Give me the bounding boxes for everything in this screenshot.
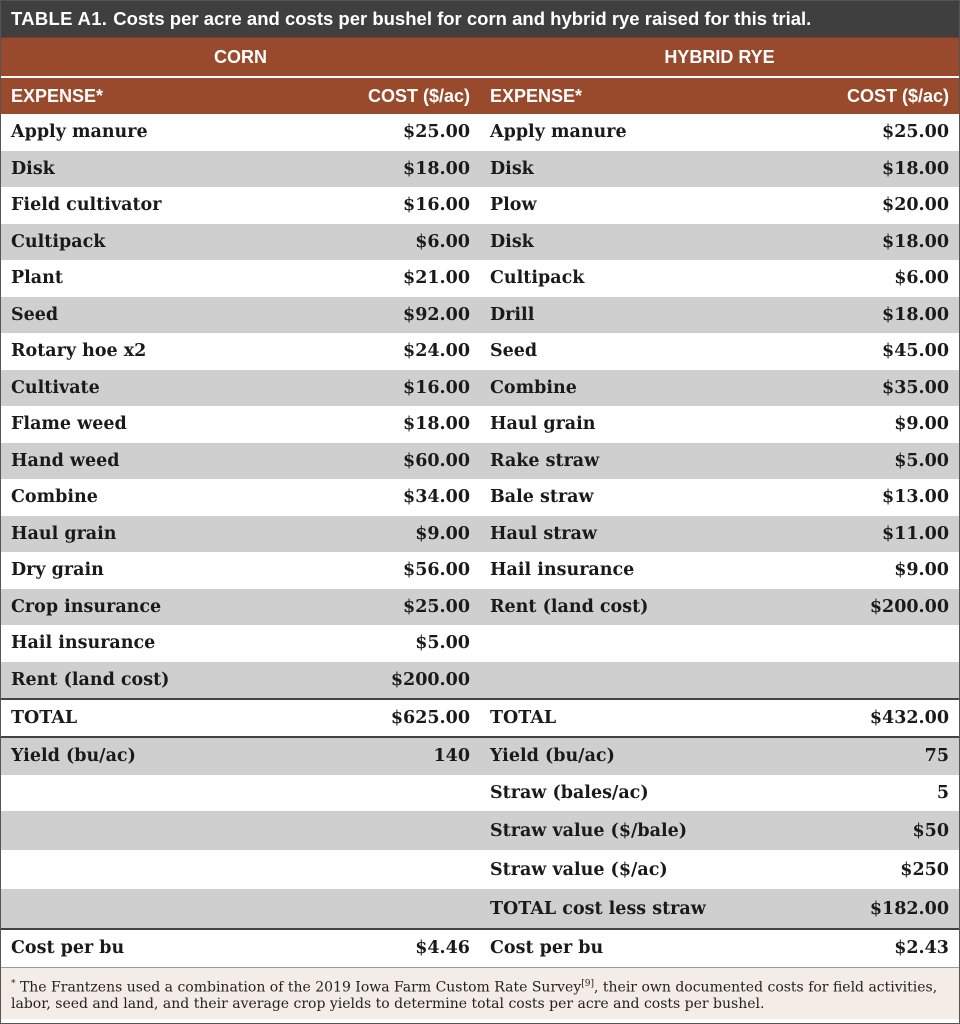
corn-cost-cell: $4.46: [415, 938, 470, 959]
corn-cost-cell: 140: [433, 746, 470, 767]
table-row: [1, 297, 959, 334]
corn-cost-cell: $200.00: [390, 669, 470, 690]
rye-expense-cell: Disk: [490, 158, 534, 179]
rye-cost-cell: $35.00: [882, 377, 949, 398]
rye-expense-cell: Disk: [490, 231, 534, 252]
table-row: [1, 443, 959, 480]
cost-per-bushel-row: [1, 928, 959, 967]
rye-cost-cell: $20.00: [882, 195, 949, 216]
corn-expense-cell: Yield (bu/ac): [11, 746, 136, 767]
table-row: [1, 552, 959, 589]
corn-expense-cell: Hail insurance: [11, 633, 156, 654]
rye-expense-header: EXPENSE*: [490, 85, 583, 106]
rye-cost-cell: $9.00: [894, 414, 949, 435]
rye-expense-cell: Seed: [490, 341, 538, 362]
rye-expense-cell: Straw value ($/bale): [490, 820, 688, 841]
summary-row: [1, 889, 959, 928]
corn-cost-cell: $56.00: [403, 560, 470, 581]
table-row: [1, 662, 959, 699]
corn-cost-cell: $18.00: [403, 158, 470, 179]
rye-expense-cell: TOTAL: [490, 708, 557, 728]
rye-expense-cell: Combine: [490, 377, 577, 398]
rye-expense-cell: [480, 625, 810, 662]
rye-expense-cell: Yield (bu/ac): [490, 746, 615, 767]
footnote-text-start: The Frantzens used a combination of the 2019 Iowa Farm Custom Rate Survey: [15, 979, 582, 996]
rye-cost-cell: $13.00: [882, 487, 949, 508]
corn-expense-cell: Cultipack: [11, 231, 106, 252]
table-row: [1, 479, 959, 516]
rye-cost-cell: $9.00: [894, 560, 949, 581]
corn-cost-cell: $625.00: [390, 708, 470, 728]
corn-cost-cell: $6.00: [415, 231, 470, 252]
rye-cost-cell: $432.00: [869, 708, 949, 728]
crop-header-row: [1, 37, 959, 76]
summary-row: [1, 850, 959, 889]
rye-cost-cell: $200.00: [869, 596, 949, 617]
corn-cost-cell: $5.00: [415, 633, 470, 654]
table-row: [1, 370, 959, 407]
rye-cost-cell: [810, 625, 959, 662]
corn-cost-cell: $25.00: [403, 122, 470, 143]
table-row: [1, 260, 959, 297]
table-body: [1, 114, 959, 967]
summary-row: [1, 738, 959, 775]
corn-expense-cell: Cultivate: [11, 377, 100, 398]
footnote: [1, 967, 959, 1020]
corn-cost-cell: $9.00: [415, 523, 470, 544]
corn-expense-cell: [1, 850, 331, 889]
table-row: [1, 589, 959, 626]
rye-cost-cell: $11.00: [882, 523, 949, 544]
rye-expense-cell: Rake straw: [490, 450, 600, 471]
corn-cost-cell: $25.00: [403, 596, 470, 617]
corn-cost-cell: $18.00: [403, 414, 470, 435]
rye-cost-cell: $45.00: [882, 341, 949, 362]
rye-expense-cell: TOTAL cost less straw: [490, 898, 706, 919]
corn-expense-cell: [1, 775, 331, 812]
corn-expense-cell: Disk: [11, 158, 55, 179]
rye-expense-cell: Haul straw: [490, 523, 597, 544]
corn-cost-cell: $16.00: [403, 377, 470, 398]
corn-cost-cell: $92.00: [403, 304, 470, 325]
corn-cost-cell: $34.00: [403, 487, 470, 508]
rye-expense-cell: Straw (bales/ac): [490, 782, 649, 803]
rye-cost-cell: 75: [924, 746, 949, 767]
corn-expense-cell: Seed: [11, 304, 59, 325]
table-row: [1, 625, 959, 662]
table-row: [1, 151, 959, 188]
corn-expense-header: EXPENSE*: [11, 85, 104, 106]
footnote-reference: [9]: [581, 978, 594, 989]
summary-row: [1, 811, 959, 850]
hybrid-rye-header: HYBRID RYE: [664, 46, 775, 67]
column-header-row: [1, 76, 959, 114]
rye-cost-cell: $5.00: [894, 450, 949, 471]
rye-expense-cell: Cost per bu: [490, 938, 604, 959]
corn-cost-cell: [331, 850, 480, 889]
corn-expense-cell: Flame weed: [11, 414, 127, 435]
summary-row: [1, 775, 959, 812]
rye-cost-cell: $182.00: [869, 898, 949, 919]
corn-expense-cell: [1, 811, 331, 850]
corn-expense-cell: Apply manure: [11, 122, 148, 143]
rye-expense-cell: Bale straw: [490, 487, 594, 508]
corn-expense-cell: Rotary hoe x2: [11, 341, 147, 362]
corn-expense-cell: Combine: [11, 487, 98, 508]
corn-expense-cell: Cost per bu: [11, 938, 125, 959]
rye-cost-cell: [810, 662, 959, 699]
table-row: [1, 187, 959, 224]
rye-cost-cell: 5: [936, 782, 949, 803]
corn-cost-cell: $16.00: [403, 195, 470, 216]
corn-expense-cell: TOTAL: [11, 708, 78, 728]
rye-expense-cell: Cultipack: [490, 268, 585, 289]
rye-cost-cell: $18.00: [882, 231, 949, 252]
rye-cost-cell: $18.00: [882, 158, 949, 179]
table-number: TABLE A1.: [11, 8, 108, 29]
table-caption: Costs per acre and costs per bushel for corn and hybrid rye raised for this trial.: [113, 8, 812, 29]
corn-cost-cell: [331, 811, 480, 850]
corn-expense-cell: [1, 889, 331, 928]
table-row: [1, 406, 959, 443]
corn-header: CORN: [214, 46, 267, 67]
rye-expense-cell: Haul grain: [490, 414, 596, 435]
rye-expense-cell: Apply manure: [490, 122, 627, 143]
rye-expense-cell: Drill: [490, 304, 535, 325]
footnote-text-end: , their own documented costs for field activities, labor, seed and land, and their average crop yields to determine total costs per acre and costs per bushel.: [11, 979, 938, 1013]
rye-cost-cell: $2.43: [894, 938, 949, 959]
rye-cost-cell: $250: [900, 859, 949, 880]
corn-cost-cell: $24.00: [403, 341, 470, 362]
corn-expense-cell: Rent (land cost): [11, 669, 170, 690]
table-row: [1, 114, 959, 151]
corn-expense-cell: Crop insurance: [11, 596, 162, 617]
rye-cost-cell: $18.00: [882, 304, 949, 325]
corn-cost-cell: $60.00: [403, 450, 470, 471]
rye-expense-cell: Rent (land cost): [490, 596, 649, 617]
footnote-marker: *: [11, 978, 16, 989]
rye-cost-cell: $50: [912, 820, 949, 841]
rye-expense-cell: [480, 662, 810, 699]
corn-cost-cell: [331, 775, 480, 812]
table-title: [1, 1, 959, 37]
rye-expense-cell: Straw value ($/ac): [490, 859, 668, 880]
rye-expense-cell: Hail insurance: [490, 560, 635, 581]
rye-cost-cell: $6.00: [894, 268, 949, 289]
corn-expense-cell: Hand weed: [11, 450, 120, 471]
total-row: [1, 698, 959, 738]
table-row: [1, 333, 959, 370]
corn-expense-cell: Plant: [11, 268, 63, 289]
table-row: [1, 224, 959, 261]
rye-cost-header: COST ($/ac): [846, 85, 949, 106]
corn-expense-cell: Haul grain: [11, 523, 117, 544]
corn-cost-cell: $21.00: [403, 268, 470, 289]
table-row: [1, 516, 959, 553]
corn-cost-header: COST ($/ac): [367, 85, 470, 106]
corn-expense-cell: Field cultivator: [11, 195, 162, 216]
corn-cost-cell: [331, 889, 480, 928]
rye-cost-cell: $25.00: [882, 122, 949, 143]
rye-expense-cell: Plow: [490, 195, 537, 216]
corn-expense-cell: Dry grain: [11, 560, 104, 581]
